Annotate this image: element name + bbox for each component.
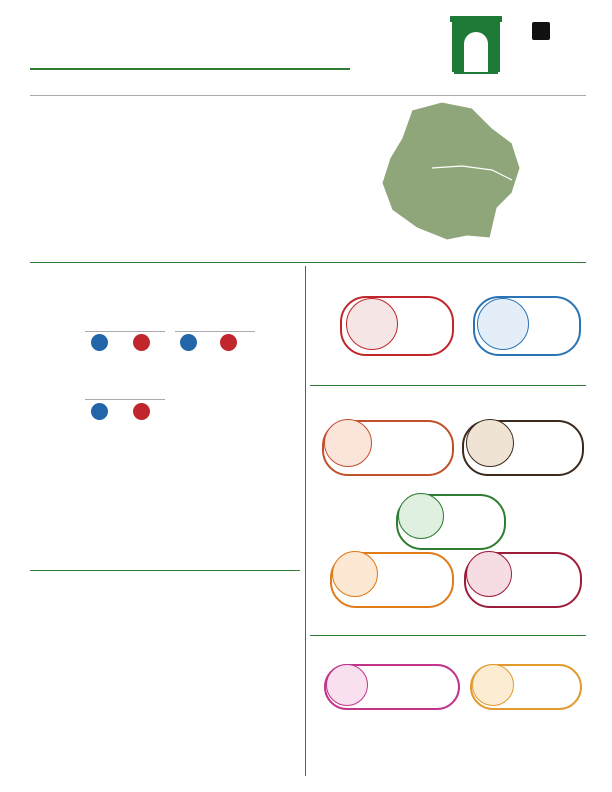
female-icon: [220, 334, 237, 351]
male-icon: [180, 334, 197, 351]
thermometer-hot-icon: [346, 298, 398, 350]
divider: [30, 95, 586, 96]
section-divider: [310, 385, 586, 386]
thermometer-cold-icon: [477, 298, 529, 350]
male-icon: [91, 403, 108, 420]
flag-people-icon: [332, 551, 378, 597]
section-divider: [310, 635, 586, 636]
divider: [175, 331, 255, 332]
rocking-horse-icon: [466, 419, 514, 467]
divider: [85, 331, 165, 332]
header-divider: [30, 68, 350, 70]
woman-icon: [472, 664, 514, 706]
population-pyramid-chart: [30, 600, 290, 745]
municipio-map: [372, 98, 532, 248]
male-icon: [91, 334, 108, 351]
section-divider: [30, 570, 300, 571]
pregnant-icon: [326, 664, 368, 706]
arch-monument-icon: [448, 12, 504, 74]
one-logo-icon: [532, 22, 550, 40]
column-divider: [305, 266, 306, 776]
female-icon: [133, 334, 150, 351]
elderly-icon: [324, 419, 372, 467]
family-icon: [398, 493, 444, 539]
growth-arrow-icon: [466, 551, 512, 597]
divider: [85, 399, 165, 400]
section-divider: [30, 262, 586, 263]
female-icon: [133, 403, 150, 420]
